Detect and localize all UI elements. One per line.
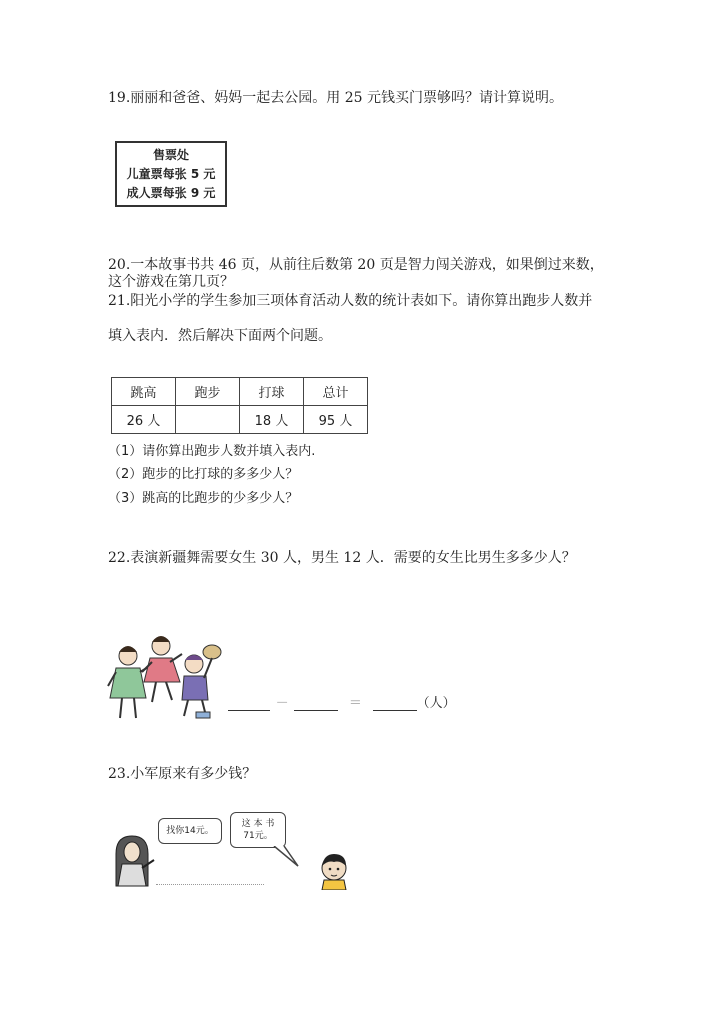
unit-label: （人）: [416, 696, 456, 711]
answer-blank-3[interactable]: [373, 696, 417, 711]
ticket-sign-adult-price: 成人票每张 9 元: [126, 186, 216, 200]
bubble-right-line2: 71元。: [243, 831, 273, 841]
bubble-right-line1: 这 本 书: [241, 819, 275, 829]
table-value-row: [112, 406, 368, 434]
sports-stats-table: [111, 377, 368, 434]
ticket-sign-title: 售票处: [152, 148, 189, 162]
q21-sub1: （1）请你算出跑步人数并填入表内.: [108, 444, 316, 459]
q21-line2: 填入表内．然后解决下面两个问题。: [108, 328, 332, 344]
q21-line1: 21.阳光小学的学生参加三项体育活动人数的统计表如下。请你算出跑步人数并: [108, 293, 593, 309]
q22-text: 22.表演新疆舞需要女生 30 人，男生 12 人．需要的女生比男生多多少人？: [108, 550, 576, 566]
counter-line: [156, 884, 264, 886]
q22-equation: [228, 692, 456, 711]
bubble-left-text: 找你14元。: [166, 826, 214, 836]
boy-xiaojun-illustration: [312, 850, 356, 890]
dancers-illustration: [106, 626, 226, 726]
q21-sub2: （2）跑步的比打球的多多少人？: [108, 467, 299, 482]
equals-sign: ＝: [348, 696, 362, 711]
speech-bubble-left: [158, 818, 222, 844]
table-header-row: [112, 378, 368, 406]
shopkeeper-illustration: [108, 830, 156, 890]
table-value-cell: 95 人: [304, 406, 368, 434]
table-value-cell: 26 人: [112, 406, 176, 434]
minus-sign: －: [275, 696, 289, 711]
answer-blank-1[interactable]: [228, 696, 270, 711]
table-value-cell: 18 人: [240, 406, 304, 434]
ticket-sign: [115, 141, 227, 207]
q19-text: 19.丽丽和爸爸、妈妈一起去公园。用 25 元钱买门票够吗？请计算说明。: [108, 90, 563, 106]
ticket-sign-child-price: 儿童票每张 5 元: [126, 167, 216, 181]
q20-line2: 这个游戏在第几页？: [108, 274, 234, 290]
table-header-cell: 跑步: [176, 378, 240, 406]
q21-sub3: （3）跳高的比跑步的少多少人？: [108, 491, 299, 506]
speech-bubble-right: [230, 812, 286, 848]
table-header-cell: 跳高: [112, 378, 176, 406]
q23-text: 23.小军原来有多少钱？: [108, 766, 257, 782]
table-header-cell: 打球: [240, 378, 304, 406]
table-value-cell-running-blank[interactable]: [176, 406, 240, 434]
bubble-tail: [270, 846, 300, 868]
answer-blank-2[interactable]: [294, 696, 338, 711]
table-header-cell: 总计: [304, 378, 368, 406]
q20-line1: 20.一本故事书共 46 页，从前往后数第 20 页是智力闯关游戏，如果倒过来数，: [108, 257, 604, 273]
